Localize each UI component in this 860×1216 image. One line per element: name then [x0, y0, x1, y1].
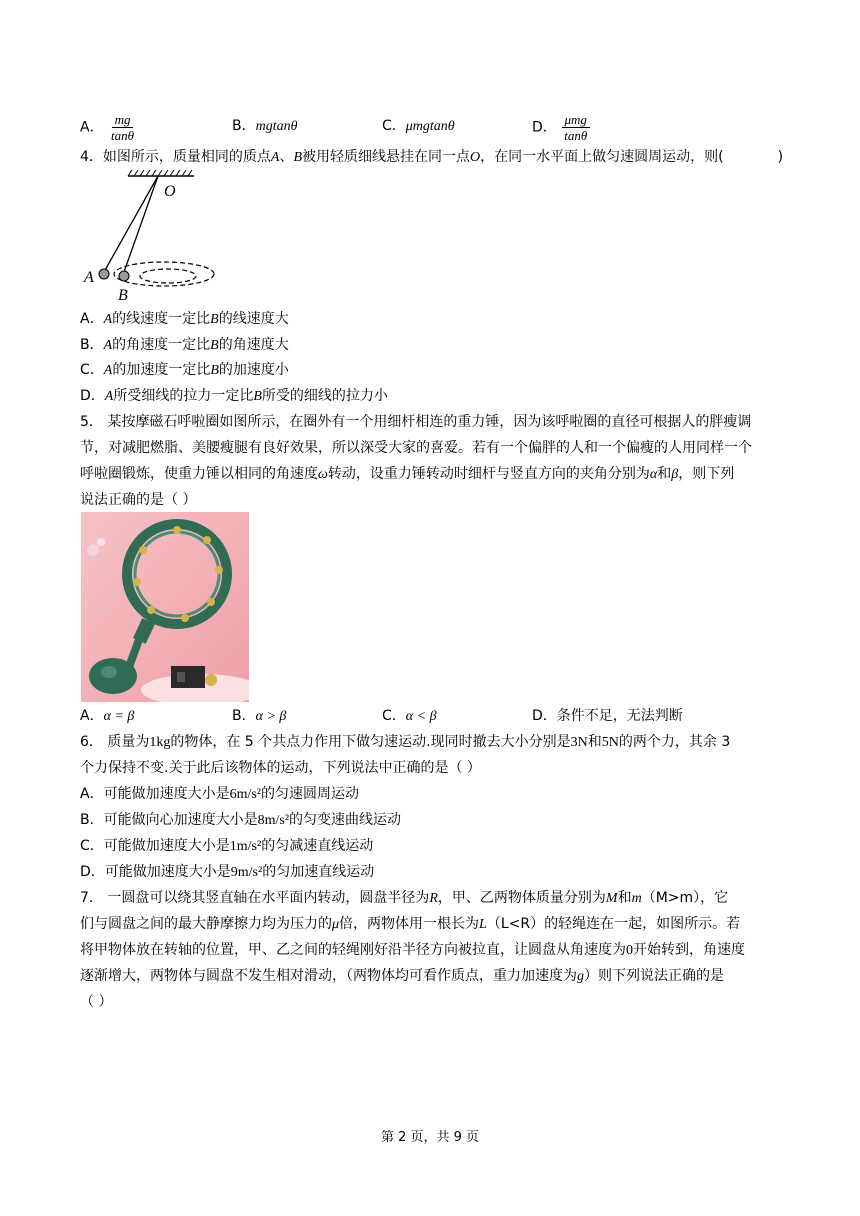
- option-letter: D．: [532, 119, 557, 136]
- q3-option-b: [232, 116, 298, 137]
- q7-line-3: [80, 940, 745, 961]
- q6-option-d: [80, 862, 374, 883]
- option-letter: D．: [532, 708, 557, 724]
- text: 的匀变速曲线运动: [289, 812, 402, 828]
- var-m-small: m: [631, 891, 642, 906]
- var: A: [103, 363, 113, 378]
- label-o: O: [164, 183, 176, 200]
- q7-line-1: [80, 888, 728, 909]
- q5-line-1: 5． 某按摩磁石呼啦圈如图所示，在圈外有一个用细杆相连的重力锤，因为该呼啦圈的直径可根据人的胖瘦调: [80, 414, 752, 430]
- var: B: [210, 338, 219, 353]
- option-letter: B．: [232, 118, 256, 134]
- text: 的线速度一定比: [112, 311, 211, 327]
- var-m-big: M: [605, 891, 618, 906]
- option-letter: C．: [80, 362, 104, 378]
- text: ）则下列说法正确的是: [584, 968, 724, 984]
- var: B: [253, 389, 262, 404]
- option-letter: A．: [80, 708, 104, 724]
- force-value: 5N: [601, 735, 619, 750]
- option-letter: A．: [80, 786, 104, 802]
- option-letter: B．: [80, 812, 104, 828]
- q3-option-d: [532, 112, 590, 143]
- q4-option-b: [80, 335, 289, 356]
- accel-value: 9m/s²: [230, 865, 263, 880]
- option-letter: D．: [80, 864, 105, 880]
- var-g: g: [577, 969, 584, 984]
- text: 可能做加速度大小是: [104, 864, 231, 880]
- option-text: μmgtanθ: [405, 119, 455, 134]
- var: A: [103, 338, 113, 353]
- q5-line-2: 节，对减肥燃脂、美腰瘦腿有良好效果，所以深受大家的喜爱。若有一个偏胖的人和一个偏瘦的人用同样一个: [80, 440, 752, 456]
- text: 的线速度大: [218, 311, 289, 327]
- text: ，则下列: [678, 466, 735, 482]
- text: 逐渐增大，两物体与圆盘不发生相对滑动，（两物体均可看作质点，重力加速度为: [80, 968, 577, 984]
- text: 转动，设重力锤转动时细杆与竖直方向的夹角分别为: [327, 466, 650, 482]
- text: 所受的细线的拉力小: [261, 388, 388, 404]
- text: 将甲物体放在转轴的位置，甲、乙之间的轻绳刚好沿半径方向被拉直，让圆盘从角速度为: [80, 942, 626, 958]
- var-a: A: [270, 150, 280, 165]
- q3-option-a: [80, 112, 137, 143]
- q5-option-c: [382, 706, 437, 727]
- text: 可能做加速度大小是: [103, 786, 230, 802]
- q5-option-d: [532, 706, 683, 726]
- text: 们与圆盘之间的最大静摩擦力均为压力的: [80, 916, 332, 932]
- fraction: [108, 112, 137, 143]
- text: 的物体，在 5 个共点力作用下做匀速运动.现同时撤去大小分别是: [170, 734, 571, 750]
- q5-option-a: [80, 706, 134, 727]
- var: A: [104, 389, 114, 404]
- q6-option-c: [80, 836, 373, 857]
- accel-value: 8m/s²: [257, 813, 290, 828]
- var-b: B: [293, 150, 303, 165]
- var: B: [210, 363, 219, 378]
- text: （L<R）的轻绳连在一起，如图所示。若: [486, 916, 741, 932]
- option-text: α = β: [103, 709, 135, 724]
- var-l: L: [479, 917, 487, 932]
- option-text: 条件不足，无法判断: [556, 708, 683, 724]
- q6-line-1: [80, 732, 730, 753]
- option-letter: D．: [80, 388, 105, 404]
- text: 6． 质量为: [80, 734, 150, 750]
- q4-stem: [80, 147, 783, 168]
- hula-hoop-photo: [81, 512, 249, 702]
- text: ): [777, 149, 784, 165]
- option-letter: B．: [232, 708, 256, 724]
- q3-option-c: [382, 116, 455, 137]
- text: 的匀减速直线运动: [261, 838, 374, 854]
- q4-option-a: [80, 309, 289, 330]
- text: 的匀速圆周运动: [261, 786, 360, 802]
- option-letter: C．: [382, 118, 406, 134]
- text: 呼啦圈锻炼，使重力锤以相同的角速度: [80, 466, 318, 482]
- text: 的加速度一定比: [112, 362, 211, 378]
- text: 可能做加速度大小是: [103, 838, 230, 854]
- q5-line-4: 说法正确的是（ ）: [80, 492, 197, 508]
- var: B: [210, 312, 219, 327]
- text: 的两个力，其余 3: [618, 734, 731, 750]
- q6-option-a: [80, 784, 359, 805]
- text: 和: [587, 734, 602, 750]
- q6-option-b: [80, 810, 401, 831]
- text: ，在同一水平面上做匀速圆周运动，则(: [480, 149, 724, 165]
- text: 的匀加速直线运动: [262, 864, 375, 880]
- option-letter: C．: [382, 708, 406, 724]
- text: 、: [279, 149, 294, 165]
- q7-line-5: （ ）: [80, 994, 113, 1010]
- option-text: α > β: [255, 709, 287, 724]
- text: 倍，两物体用一根长为: [339, 916, 480, 932]
- text: 的加速度小: [218, 362, 289, 378]
- text: （M>m），它: [641, 890, 729, 906]
- option-letter: C．: [80, 838, 104, 854]
- q7-line-4: [80, 966, 724, 987]
- text: ，甲、乙两物体质量分别为: [437, 890, 606, 906]
- accel-value: 1m/s²: [229, 839, 262, 854]
- var-omega: ω: [318, 467, 328, 482]
- text: 和: [617, 890, 632, 906]
- accel-value: 6m/s²: [229, 787, 262, 802]
- q4-option-d: [80, 386, 388, 407]
- var-o: O: [470, 150, 481, 165]
- text: 所受细线的拉力一定比: [113, 388, 254, 404]
- text: 和: [657, 466, 672, 482]
- text: 4．如图所示，质量相同的质点: [80, 149, 271, 165]
- text: 的角速度一定比: [112, 337, 211, 353]
- label-b: B: [118, 287, 128, 304]
- q7-line-2: [80, 914, 740, 935]
- text: 可能做向心加速度大小是: [103, 812, 258, 828]
- q4-option-c: [80, 360, 289, 381]
- var-beta: β: [671, 467, 679, 482]
- q5-option-b: [232, 706, 286, 727]
- conical-pendulum-figure: [82, 168, 222, 304]
- option-letter: B．: [80, 337, 104, 353]
- fraction: [561, 112, 590, 143]
- label-a: A: [84, 269, 94, 286]
- numerator: μmg: [562, 112, 590, 128]
- numerator: mg: [112, 112, 134, 128]
- q6-line-2: 个力保持不变.关于此后该物体的运动，下列说法中正确的是（ ）: [80, 760, 481, 776]
- text: 7． 一圆盘可以绕其竖直轴在水平面内转动，圆盘半径为: [80, 890, 430, 906]
- text: 被用轻质细线悬挂在同一点: [302, 149, 471, 165]
- option-letter: A．: [80, 311, 104, 327]
- var-r: R: [429, 891, 438, 906]
- zero-value: 0: [626, 943, 633, 958]
- force-value: 3N: [570, 735, 588, 750]
- denominator: tanθ: [564, 128, 588, 143]
- text: 开始转到，角速度: [633, 942, 745, 958]
- q5-line-3: [80, 464, 734, 485]
- var-mu: μ: [332, 917, 340, 932]
- option-letter: A．: [80, 119, 104, 136]
- option-text: α < β: [405, 709, 437, 724]
- denominator: tanθ: [111, 128, 135, 143]
- var-alpha: α: [649, 467, 658, 482]
- mass-value: 1kg: [149, 735, 171, 750]
- page-footer: 第 2 页，共 9 页: [380, 1130, 480, 1145]
- var: A: [103, 312, 113, 327]
- option-text: mgtanθ: [255, 119, 298, 134]
- text: 的角速度大: [218, 337, 289, 353]
